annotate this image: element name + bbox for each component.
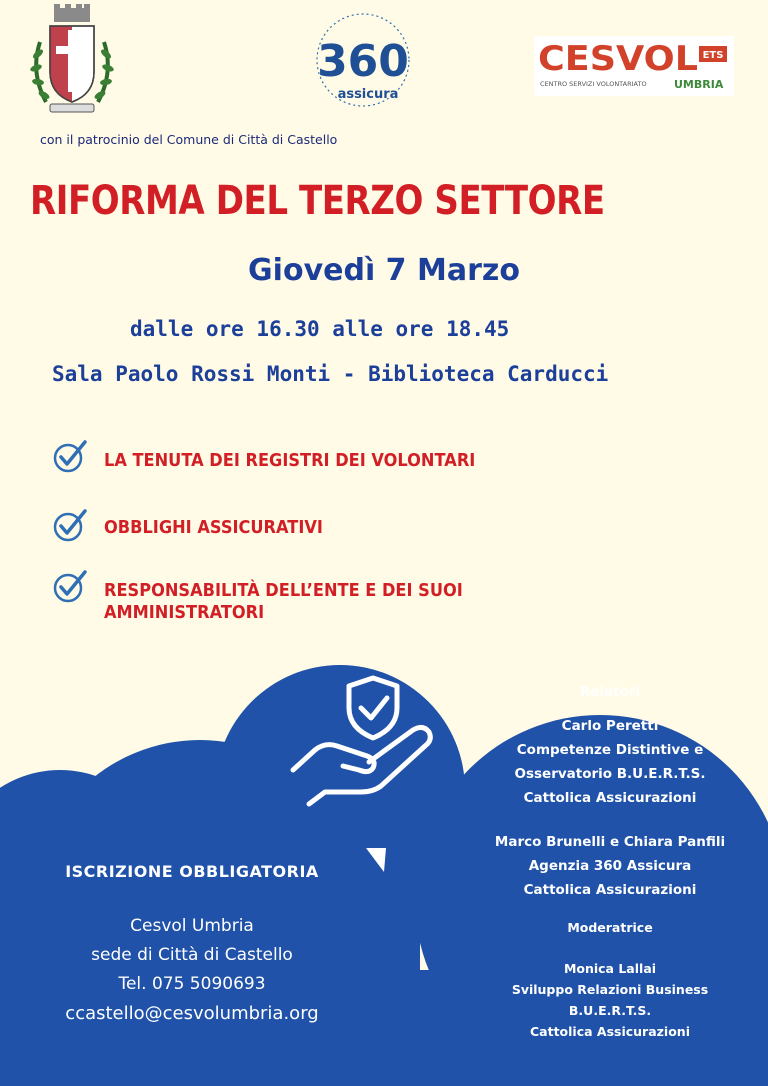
registration-office: sede di Città di Castello (91, 945, 293, 965)
360-assicura-logo (306, 10, 420, 110)
topic-line: OBBLIGHI ASSICURATIVI (104, 517, 323, 538)
speaker-line: Marco Brunelli e Chiara Panfili (494, 834, 726, 850)
speaker-block (470, 714, 750, 810)
speaker-line: Osservatorio B.U.E.R.T.S. (514, 766, 706, 782)
registration-email[interactable]: ccastello@cesvolumbria.org (65, 1003, 319, 1024)
logo-360-word: assicura (337, 87, 399, 102)
registration-org: Cesvol Umbria (130, 916, 254, 936)
speaker-line: Cattolica Assicurazioni (523, 882, 697, 898)
moderator-block (470, 958, 750, 1042)
topic-item (104, 580, 463, 624)
check-circle-icon (52, 568, 88, 604)
speaker-block (470, 830, 750, 902)
moderator-line: B.U.E.R.T.S. (568, 1003, 652, 1018)
speaker-line: Cattolica Assicurazioni (523, 790, 697, 806)
moderator-heading: Moderatrice (567, 920, 653, 935)
topic-item (104, 517, 323, 539)
check-circle-icon (52, 438, 88, 474)
patronage-note: con il patrocinio del Comune di Città di Castello (40, 132, 338, 147)
topic-line: RESPONSABILITÀ DELL’ENTE E DEI SUOI (104, 580, 463, 601)
shield-hand-icon (285, 670, 445, 810)
moderator-line: Cattolica Assicurazioni (530, 1024, 690, 1039)
topic-line: LA TENUTA DEI REGISTRI DEI VOLONTARI (104, 450, 476, 471)
speaker-line: Carlo Peretti (561, 718, 659, 734)
registration-phone: Tel. 075 5090693 (118, 974, 266, 994)
cesvol-region: UMBRIA (674, 78, 724, 91)
event-hours: dalle ore 16.30 alle ore 18.45 (130, 317, 510, 341)
moderator-line: Monica Lallai (563, 961, 657, 976)
topic-item (104, 450, 475, 472)
city-crest-logo (28, 2, 116, 120)
speakers-heading: Relatori (579, 684, 641, 700)
speaker-line: Agenzia 360 Assicura (528, 858, 692, 874)
cesvol-suffix: ETS (702, 50, 724, 61)
event-date: Giovedì 7 Marzo (248, 253, 520, 288)
cesvol-subtitle: CENTRO SERVIZI VOLONTARIATO (540, 80, 647, 88)
event-title: RIFORMA DEL TERZO SETTORE (30, 178, 605, 224)
cesvol-name: CESVOL (538, 39, 698, 79)
registration-heading: ISCRIZIONE OBBLIGATORIA (65, 862, 319, 881)
speaker-line: Competenze Distintive e (516, 742, 704, 758)
logo-360-numeral: 360 (317, 36, 409, 87)
moderator-line: Sviluppo Relazioni Business (511, 982, 709, 997)
cesvol-logo (534, 36, 734, 96)
check-circle-icon (52, 507, 88, 543)
topic-line: AMMINISTRATORI (104, 602, 265, 623)
event-place: Sala Paolo Rossi Monti - Biblioteca Carducci (52, 362, 609, 386)
